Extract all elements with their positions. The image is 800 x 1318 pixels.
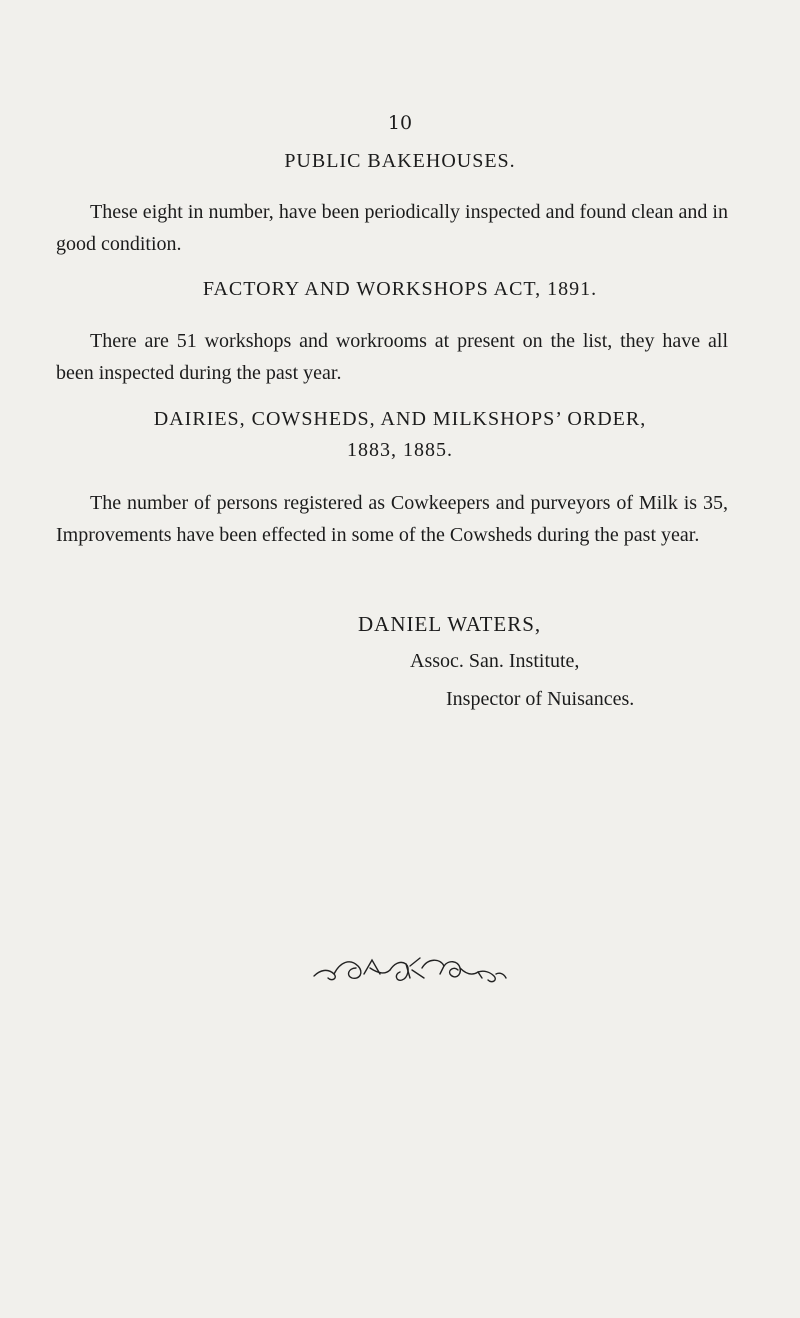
heading-public-bakehouses: PUBLIC BAKEHOUSES. [284,150,516,172]
signature-title-institute: Assoc. San. Institute, [410,650,580,672]
paragraph-workshops: There are 51 workshops and workrooms at present on the list, they have all been inspected during the past year. [56,330,728,384]
paragraph-bakehouses: These eight in number, have been periodically inspected and found clean and in good condition. [56,201,728,255]
flourish-ornament-icon [310,948,510,988]
heading-factory-workshops-act: FACTORY AND WORKSHOPS ACT, 1891. [202,278,598,300]
page-number: 10 [387,112,413,134]
heading-dairies-cowsheds: DAIRIES, COWSHEDS, AND MILKSHOPS’ ORDER, [153,408,647,430]
signature-title-inspector: Inspector of Nuisances. [446,688,635,710]
paragraph-dairies: The number of persons registered as Cowkeepers and purveyors of Milk is 35, Improvements have been effected in some of the Cowsheds during the past year. [56,492,728,546]
signature-name: DANIEL WATERS, [358,612,542,636]
heading-dairies-years: 1883, 1885. [347,439,453,461]
